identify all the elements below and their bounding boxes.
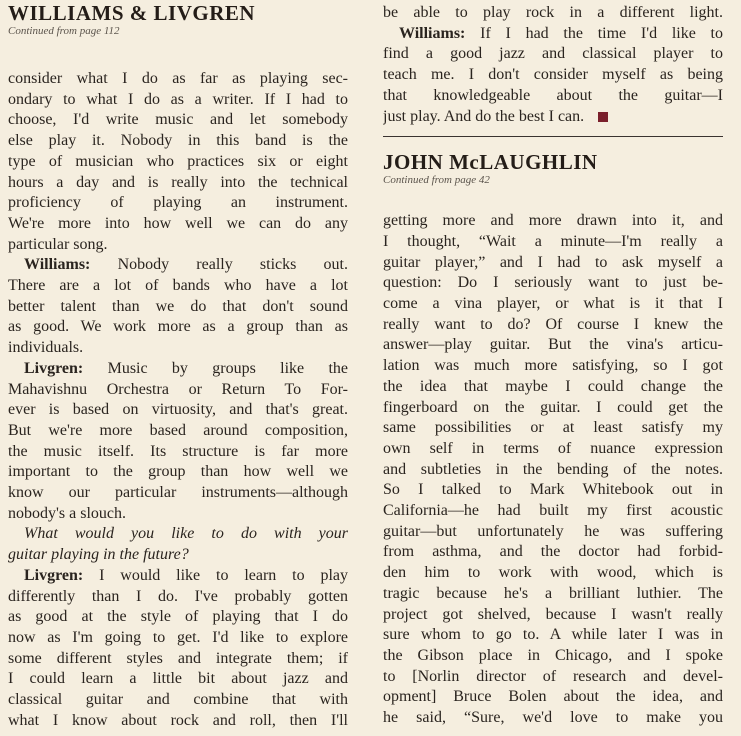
- body-line: the Gibson place in Chicago, and I spoke: [383, 646, 723, 664]
- speaker-name: Williams:: [24, 256, 91, 274]
- body-line: question: Do I seriously want to just be-: [383, 274, 723, 292]
- body-line: find a good jazz and classical player to: [383, 45, 723, 63]
- body-line: Mahavishnu Orchestra or Return To For-: [8, 380, 348, 398]
- body-line: consider what I do as far as playing sec-: [8, 70, 348, 87]
- body-line: and subtleties in the bending of the notes.: [383, 460, 723, 478]
- body-line: classical guitar and combine that with: [8, 691, 348, 709]
- body-line: getting more and more drawn into it, and: [383, 212, 723, 230]
- body-line: know our particular instruments—although: [8, 484, 348, 502]
- end-of-article-mark: [598, 112, 608, 122]
- body-line: some different styles and integrate them; if: [8, 649, 348, 667]
- body-line: as good. We work more as a group than as: [8, 318, 348, 336]
- body-line: really want to do? Of course I knew the: [383, 315, 723, 333]
- body-line: lation was much more satisfying, so I got: [383, 357, 723, 375]
- body-line: fingerboard on the guitar. I could get the: [383, 398, 723, 416]
- body-line: hours a day and is really into the technical: [8, 173, 348, 191]
- body-line: better talent than we do that don't sound: [8, 297, 348, 315]
- body-line: as good at the style of playing that I do: [8, 608, 348, 626]
- left-column: [8, 0, 348, 732]
- body-line: opment] Bruce Bolen about the idea, and: [383, 688, 723, 706]
- article-title-mclaughlin: JOHN McLAUGHLIN: [383, 150, 598, 175]
- body-line: he said, “Sure, we'd love to make you: [383, 709, 723, 727]
- body-line: now as I'm going to get. I'd like to explore: [8, 628, 348, 646]
- line-text: just play. And do the best I can.: [383, 107, 585, 125]
- body-line: what I know about rock and roll, then I'll: [8, 711, 348, 729]
- body-line: important to the group than how well we: [8, 463, 348, 481]
- body-line: [383, 107, 723, 128]
- mclaughlin-body: [383, 211, 723, 729]
- right-column: [383, 0, 723, 729]
- speaker-name: Livgren:: [24, 566, 84, 584]
- body-line: I thought, “Wait a minute—I'm really a: [383, 232, 723, 250]
- body-line: that knowledgeable about the guitar—I: [383, 86, 723, 104]
- body-line: choose, I'd write music and let somebody: [8, 111, 348, 129]
- article-title-williams: WILLIAMS & LIVGREN: [8, 1, 256, 25]
- body-line: So I talked to Mark Whitebook out in: [383, 481, 723, 499]
- speaker-name: Williams:: [399, 24, 466, 42]
- body-line: answer—play guitar. But the vina's articu-: [383, 336, 723, 354]
- continued-note-mclaughlin: Continued from page 42: [383, 174, 490, 187]
- body-line: We're more into how well we can do any: [8, 214, 348, 232]
- body-line: den him to work with wood, which is: [383, 564, 723, 582]
- body-line: ever is based on virtuosity, and that's great.: [8, 401, 348, 419]
- body-line: sure whom to go to. A while later I was in: [383, 626, 723, 644]
- paragraph-first-line: [383, 24, 723, 45]
- body-line: come a vina player, or what is it that I: [383, 295, 723, 313]
- body-line: proficiency of playing an instrument.: [8, 194, 348, 212]
- body-line: particular song.: [8, 235, 108, 253]
- body-line: differently than I do. I've probably gotten: [8, 587, 348, 605]
- body-line: to [Norlin director of research and devel-: [383, 667, 723, 685]
- continued-note-williams: Continued from page 112: [8, 25, 120, 37]
- paragraph-first-line: [8, 359, 348, 380]
- body-line: from asthma, and the doctor had forbid-: [383, 543, 723, 561]
- section-divider: [383, 136, 723, 137]
- body-line: the music itself. Its structure is far more: [8, 442, 348, 460]
- line-text: Nobody really sticks out.: [90, 256, 348, 274]
- body-line: be able to play rock in a different light.: [383, 4, 723, 21]
- body-line: But we're more based around composition,: [8, 421, 348, 439]
- body-line: tragic because he's a brilliant luthier. The: [383, 584, 723, 602]
- paragraph-first-line: [8, 255, 348, 276]
- body-line: own self in terms of nuance expression: [383, 439, 723, 457]
- body-line: the idea that maybe I could change the: [383, 377, 723, 395]
- body-line: guitar—but unfortunately he was suffering: [383, 522, 723, 540]
- williams-continuation: [383, 3, 723, 127]
- body-line: individuals.: [8, 339, 84, 357]
- body-line: else play it. Nobody in this band is the: [8, 132, 348, 150]
- body-line: type of musician who practices six or eight: [8, 152, 348, 170]
- body-line: I could learn a little bit about jazz and: [8, 670, 348, 688]
- line-text: I would like to learn to play: [83, 566, 348, 584]
- body-line: California—he had built my first acoustic: [383, 502, 723, 520]
- line-text: Music by groups like the: [83, 359, 348, 377]
- line-text: If I had the time I'd like to: [465, 24, 723, 42]
- body-line: same possibilities or at least satisfy my: [383, 419, 723, 437]
- williams-body: [8, 69, 348, 732]
- body-line: There are a lot of bands who have a lot: [8, 277, 348, 295]
- interview-question: guitar playing in the future?: [8, 546, 189, 564]
- body-line: guitar player,” and I had to ask myself a: [383, 253, 723, 271]
- body-line: teach me. I don't consider myself as being: [383, 66, 723, 84]
- body-line: ondary to what I do as a writer. If I had to: [8, 90, 348, 108]
- interview-question: What would you like to do with your: [24, 525, 348, 543]
- body-line: nobody's a slouch.: [8, 504, 126, 522]
- paragraph-first-line: [8, 566, 348, 587]
- speaker-name: Livgren:: [24, 359, 84, 377]
- body-line: project got shelved, because I wasn't really: [383, 605, 723, 623]
